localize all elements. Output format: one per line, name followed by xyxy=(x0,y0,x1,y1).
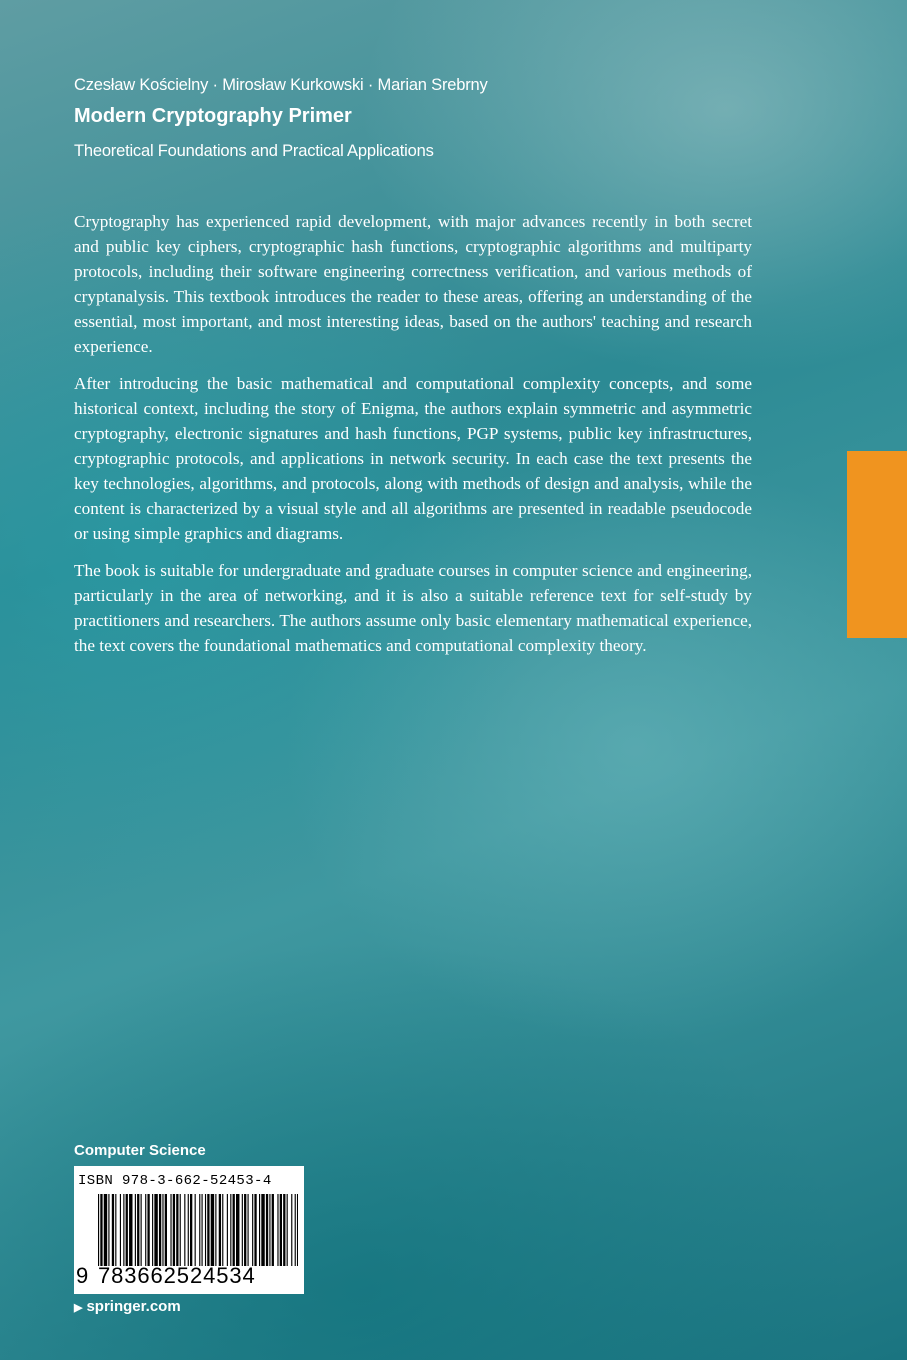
publisher-website-label: springer.com xyxy=(86,1298,181,1315)
barcode-bar xyxy=(280,1194,282,1266)
book-subtitle: Theoretical Foundations and Practical Applications xyxy=(74,142,434,160)
barcode-bar xyxy=(104,1194,107,1266)
barcode-bar xyxy=(272,1194,274,1266)
barcode-bar xyxy=(129,1194,132,1266)
authors-line: Czesław Kościelny · Mirosław Kurkowski · Marian Srebrny xyxy=(74,76,488,94)
barcode-bar xyxy=(141,1194,142,1266)
blurb-text xyxy=(74,209,752,670)
barcode-bar xyxy=(180,1194,181,1266)
barcode-bar xyxy=(199,1194,200,1266)
barcode-bar xyxy=(98,1194,99,1266)
book-title: Modern Cryptography Primer xyxy=(74,105,352,127)
barcode-bar xyxy=(254,1194,256,1266)
orange-spine-tab xyxy=(847,451,907,638)
isbn-barcode xyxy=(74,1166,304,1294)
barcode-bar xyxy=(248,1194,249,1266)
isbn-number: ISBN 978-3-662-52453-4 xyxy=(78,1173,272,1189)
blurb-paragraph-3: The book is suitable for undergraduate and graduate courses in computer science and engineering, particularly in the area of networking, and it is also a suitable reference text for self-study by practitioners and researchers. The authors assume only basic elementary mathematical experience, the text covers the foundational mathematics and computational complexity theory. xyxy=(74,561,752,655)
barcode-bar xyxy=(230,1194,231,1266)
barcode-bar xyxy=(176,1194,178,1266)
barcode-digits: 783662524534 xyxy=(98,1263,256,1288)
barcode-bar xyxy=(207,1194,209,1266)
barcode-bar xyxy=(162,1194,163,1266)
barcode-bar xyxy=(227,1194,228,1266)
blurb-paragraph-1: Cryptography has experienced rapid development, with major advances recently in both secret and public key ciphers, cryptographic hash functions, cryptographic algorithms and multiparty protocols, including their software engineering correctness verification, and various methods of cryptanalysis. This textbook introduces the reader to these areas, offering an understanding of the essential, most important, and most interesting ideas, based on the authors' teaching and research experience. xyxy=(74,212,752,356)
barcode-bar xyxy=(112,1194,114,1266)
triangle-right-icon: ▶ xyxy=(74,1302,83,1314)
barcode-bars xyxy=(98,1194,298,1266)
barcode-bar xyxy=(120,1194,121,1266)
barcode-bar xyxy=(195,1194,196,1266)
barcode-bar xyxy=(283,1194,285,1266)
barcode-bar xyxy=(211,1194,214,1266)
barcode-bar xyxy=(108,1194,109,1266)
barcode-bar xyxy=(242,1194,243,1266)
barcode-bar xyxy=(236,1194,239,1266)
barcode-bar xyxy=(190,1194,192,1266)
barcode-bar xyxy=(202,1194,203,1266)
barcode-bar xyxy=(269,1194,270,1266)
barcode-bar xyxy=(154,1194,157,1266)
barcode-bar xyxy=(188,1194,189,1266)
barcode-bar xyxy=(170,1194,171,1266)
barcode-bar xyxy=(266,1194,268,1266)
barcode-bar xyxy=(297,1194,298,1266)
barcode-bar xyxy=(252,1194,253,1266)
barcode-bar xyxy=(137,1194,139,1266)
barcode-bar xyxy=(123,1194,124,1266)
barcode-bar xyxy=(100,1194,102,1266)
barcode-bar xyxy=(152,1194,153,1266)
barcode-bar xyxy=(115,1194,116,1266)
barcode-bar xyxy=(135,1194,136,1266)
barcode-bar xyxy=(205,1194,206,1266)
barcode-bar xyxy=(244,1194,246,1266)
barcode-bar xyxy=(147,1194,149,1266)
barcode-bar xyxy=(184,1194,185,1266)
barcode-bar xyxy=(145,1194,146,1266)
barcode-bar xyxy=(233,1194,235,1266)
barcode-lead-digit: 9 xyxy=(76,1263,89,1288)
subject-category: Computer Science xyxy=(74,1142,206,1159)
barcode-bar xyxy=(165,1194,167,1266)
barcode-bar xyxy=(173,1194,175,1266)
barcode-bar xyxy=(277,1194,278,1266)
blurb-paragraph-2: After introducing the basic mathematical and computational complexity concepts, and some historical context, including the story of Enigma, the authors explain symmetric and asymmetric cryptography, electronic signatures and hash functions, PGP systems, public key infrastructures, cryptographic protocols, and applications in network security. In each case the text presents the key technologies, algorithms, and protocols, along with methods of design and analysis, while the content is characterized by a visual style and all algorithms are presented in readable pseudocode or using simple graphics and diagrams. xyxy=(74,374,752,543)
barcode-bar xyxy=(222,1194,223,1266)
barcode-bar xyxy=(291,1194,292,1266)
barcode-bar xyxy=(215,1194,216,1266)
barcode-bar xyxy=(219,1194,221,1266)
barcode-bar xyxy=(259,1194,260,1266)
publisher-website[interactable] xyxy=(74,1298,181,1315)
barcode-bar xyxy=(126,1194,128,1266)
barcode-bar xyxy=(287,1194,288,1266)
barcode-bar xyxy=(159,1194,161,1266)
barcode-bar xyxy=(261,1194,264,1266)
barcode-bar xyxy=(295,1194,296,1266)
